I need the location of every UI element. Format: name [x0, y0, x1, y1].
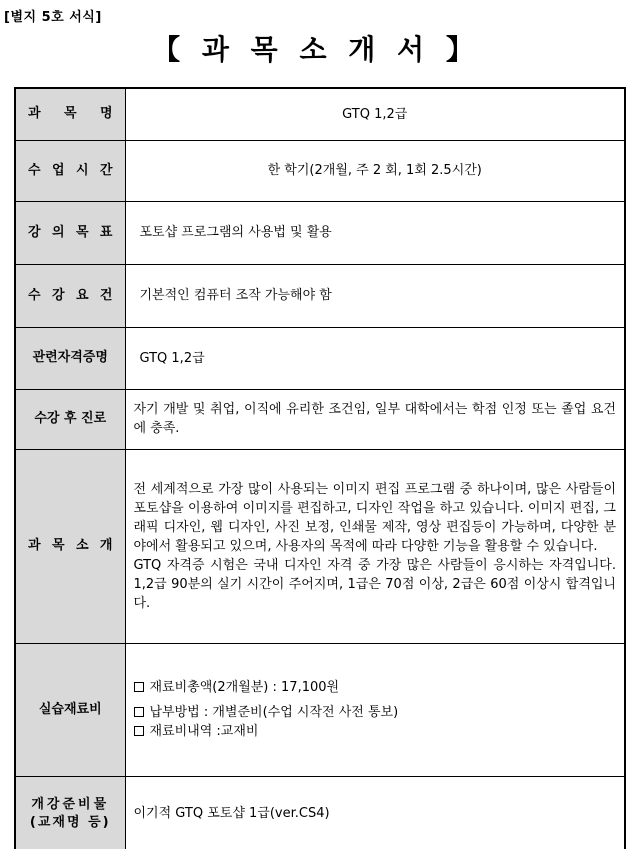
row-career — [15, 389, 625, 449]
row-requirement — [15, 264, 625, 327]
row-materials — [15, 643, 625, 776]
materials-item: 납부방법 : 개별준비(수업 시작전 사전 통보) — [134, 703, 617, 722]
value-class-time: 한 학기(2개월, 주 2 회, 1회 2.5시간) — [125, 140, 625, 201]
value-materials — [125, 643, 625, 776]
label-textbook: 개강준비물 (교재명 등) — [15, 776, 125, 849]
label-class-time: 수 업 시 간 — [15, 140, 125, 201]
label-requirement: 수 강 요 건 — [15, 264, 125, 327]
materials-item: 재료비내역 :교재비 — [134, 722, 617, 741]
label-materials: 실습재료비 — [15, 643, 125, 776]
form-number-tag: [별지 5호 서식] — [4, 10, 102, 25]
row-textbook — [15, 776, 625, 849]
value-subject-name: GTQ 1,2급 — [125, 88, 625, 140]
value-lecture-goal: 포토샵 프로그램의 사용법 및 활용 — [125, 201, 625, 264]
value-requirement: 기본적인 컴퓨터 조작 가능해야 함 — [125, 264, 625, 327]
label-lecture-goal: 강 의 목 표 — [15, 201, 125, 264]
document-title: 【 과 목 소 개 서 】 — [152, 33, 480, 66]
value-certificate: GTQ 1,2급 — [125, 327, 625, 389]
value-course-intro — [125, 449, 625, 643]
row-course-intro — [15, 449, 625, 643]
value-textbook: 이기적 GTQ 포토샵 1급(ver.CS4) — [125, 776, 625, 849]
checkbox-icon — [134, 726, 144, 736]
materials-item: 재료비총액(2개월분) : 17,100원 — [134, 678, 617, 697]
row-lecture-goal — [15, 201, 625, 264]
label-career: 수강 후 진로 — [15, 389, 125, 449]
row-subject — [15, 88, 625, 140]
row-class-time — [15, 140, 625, 201]
label-subject-name: 과 목 명 — [15, 88, 125, 140]
label-course-intro: 과 목 소 개 — [15, 449, 125, 643]
value-career: 자기 개발 및 취업, 이직에 유리한 조건임, 일부 대학에서는 학점 인정 또는 졸업 요건에 충족. — [125, 389, 625, 449]
course-introduction-table — [14, 87, 626, 849]
label-certificate: 관련자격증명 — [15, 327, 125, 389]
course-intro-paragraph-1: 전 세계적으로 가장 많이 사용되는 이미지 편집 프로그램 중 하나이며, 많은 사람들이 포토샵을 이용하여 이미지를 편집하고, 디자인 작업을 하고 있습니다. 이미지 편집, 그래픽 디자인, 웹 디자인, 사진 보정, 인쇄물 제작, 영상 편집등이 가능하며, 다양한 분야에서 활용되고 있으며, 사용자의 목적에 따라 다양한 기능을 활용할 수 있습니다. — [133, 481, 616, 554]
row-certificate — [15, 327, 625, 389]
course-intro-paragraph-2: GTQ 자격증 시험은 국내 디자인 자격 중 가장 많은 사람들이 응시하는 자격입니다. 1,2급 90분의 실기 시간이 주어지며, 1급은 70점 이상, 2급은 60점 이상시 합격입니다. — [133, 557, 616, 611]
checkbox-icon — [134, 682, 144, 692]
checkbox-icon — [134, 707, 144, 717]
